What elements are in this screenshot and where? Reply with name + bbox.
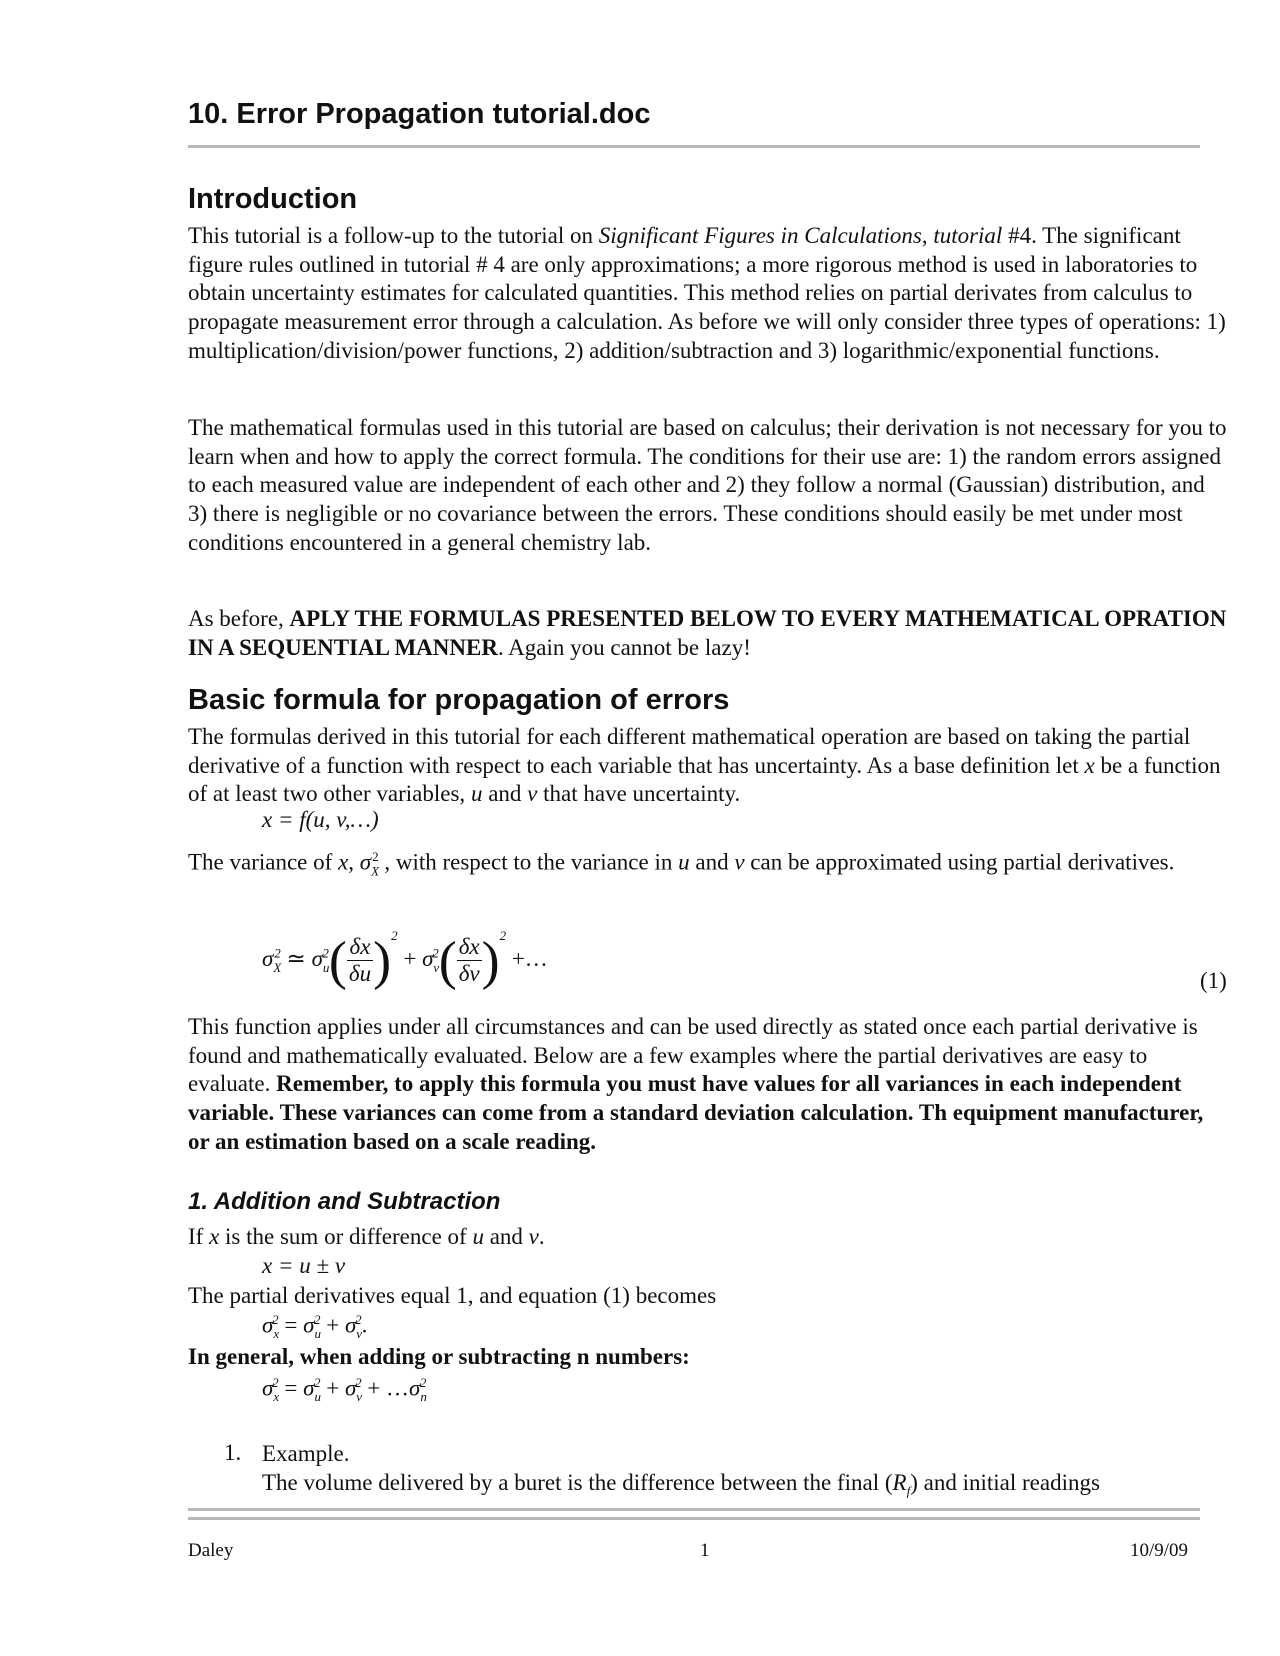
add-l1-v: v [528, 1224, 539, 1249]
add-l1-text: If [188, 1224, 210, 1249]
intro-p1-rest: #4. The significant figure rules outlined in tutorial # 4 are only approximations; a more rigorous method is used in laboratories to obtain uncertainty estimates for calculated quantities. This method relies on partial derivates from calculus to propagate measurement error through a calculation. As before we will only consider three types of operations: 1) multiplication/division/power functions, 2) addition/subtraction and 3) logarithmic/exponential functions. [188, 223, 1226, 363]
var-sigma-x: σ [262, 1312, 274, 1338]
n-sigma-u: σ [303, 1375, 315, 1401]
basic-p1-u: u [470, 781, 483, 807]
var-sub-x: x [273, 1326, 280, 1342]
add-l1-u: u [472, 1224, 484, 1249]
n-sigma-n: σ [409, 1375, 421, 1401]
eq1-sq-x: 2 [274, 945, 281, 961]
eq1-plus: + [403, 946, 417, 971]
basic-p1-and: and [482, 781, 528, 807]
intro-paragraph-3 [188, 605, 1228, 662]
header-rule [188, 145, 1200, 148]
eq1-numerator-v: δx [458, 934, 480, 960]
basic-p3-text: This function applies under all circumstances and can be used directly as stated once each partial derivative is found and mathematically evaluated. Below are a few examples where the partial derivatives are easy to evaluate. [188, 1014, 1198, 1097]
basic-p2-text-b: , with respect to the variance in [378, 849, 679, 875]
eq1-fraction-v [457, 934, 482, 987]
eq1-sq-v: 2 [432, 945, 439, 961]
n-sub-u: u [314, 1389, 321, 1405]
footer-date: 10/9/09 [1130, 1540, 1189, 1561]
eq1-sigma-u: σ [311, 946, 323, 971]
eq1-sub-u: u [322, 959, 330, 975]
basic-p1-v: v [527, 781, 538, 807]
eq1-sq-u: 2 [322, 945, 329, 961]
n-dots: … [386, 1375, 410, 1401]
basic-p2-sigma: σ [359, 849, 372, 875]
example-number: 1. [224, 1440, 242, 1465]
intro-p1-text: This tutorial is a follow-up to the tutorial on [188, 223, 599, 248]
example-text [262, 1469, 1100, 1506]
eq1-power-u: 2 [391, 928, 398, 943]
addition-subtraction-heading: 1. Addition and Subtraction [188, 1188, 501, 1215]
var-eq: = [284, 1312, 298, 1338]
n-plus-2: + [367, 1375, 381, 1401]
introduction-heading: Introduction [188, 183, 358, 215]
basic-p2-u: u [678, 849, 690, 875]
eq1-power-v: 2 [499, 928, 507, 943]
n-sq-n: 2 [419, 1375, 427, 1390]
var-sq-u: 2 [313, 1312, 321, 1327]
eq1-rparen-2: ) [481, 930, 500, 991]
basic-p3-bold: Remember, to apply this formula you must have values for all variances in each independent variable. These variances can come from a standard deviation calculation. Th equipment manufacturer, or an estimation based on a scale reading. [188, 1071, 1204, 1154]
var-sub-v: v [356, 1326, 363, 1342]
footer-author: Daley [188, 1540, 234, 1561]
example-R: R [892, 1470, 907, 1495]
basic-p2-sigma-sub: X [371, 863, 380, 879]
n-sigma-x: σ [262, 1375, 274, 1401]
general-rule-bold: In general, when adding or subtracting n numbers: [188, 1344, 690, 1369]
eq1-fraction-u [347, 934, 373, 987]
basic-p2-x: x [338, 849, 349, 875]
addition-line-2: The partial derivatives equal 1, and equation (1) becomes [188, 1283, 717, 1308]
example-f-sub: f [906, 1483, 911, 1499]
eq1-denominator-u: δu [348, 961, 372, 987]
function-equation: x = f(u, v,…) [262, 807, 379, 832]
variance-n-equation [262, 1375, 426, 1405]
n-sq-v: 2 [355, 1375, 362, 1390]
basic-p1-text: The formulas derived in this tutorial for each different mathematical operation are based on taking the partial derivative of a function with respect to each variable that has uncertainty. As a base definition let [188, 724, 1191, 778]
n-eq: = [284, 1375, 298, 1401]
var-plus: + [326, 1312, 340, 1338]
n-plus-1: + [326, 1375, 340, 1401]
variance-sum-equation [262, 1312, 367, 1342]
eq1-denominator-v: δv [458, 961, 480, 987]
eq1-sub-x: X [273, 959, 282, 975]
intro-p3-text: As before, [188, 606, 290, 631]
footer-page-number: 1 [700, 1540, 710, 1561]
footer-rule-1 [188, 1508, 1200, 1511]
add-l1-text-b: is the sum or difference of [219, 1224, 473, 1249]
basic-p1-text-c: that have uncertainty. [537, 781, 741, 807]
eq1-numerator-u: δx [347, 934, 373, 961]
example-text-a: The volume delivered by a buret is the difference between the final ( [262, 1470, 893, 1495]
n-sub-x: x [273, 1389, 280, 1405]
addition-line-1 [188, 1223, 545, 1251]
eq1-lparen-2: ( [438, 930, 457, 991]
basic-p2-text-c: can be approximated using partial derivatives. [744, 849, 1175, 875]
intro-p3-rest: . Again you cannot be lazy! [497, 634, 751, 660]
n-sub-v: v [356, 1389, 363, 1405]
var-sigma-v: σ [344, 1312, 357, 1338]
intro-paragraph-1 [188, 222, 1228, 366]
intro-p3-bold: APLY THE FORMULAS PRESENTED BELOW TO EVERY MATHEMATICAL OPRATION IN A SEQUENTIAL MANNER [188, 606, 1227, 660]
basic-p1-text-b: be a function of at least two other variables, [188, 752, 1221, 807]
footer-rule-2 [188, 1517, 1200, 1520]
basic-p2-text: The variance of [188, 849, 339, 875]
sum-equation: x = u ± v [262, 1253, 346, 1278]
document-title: 10. Error Propagation tutorial.doc [188, 98, 651, 130]
n-sub-n: n [420, 1389, 427, 1405]
var-period: . [361, 1312, 368, 1338]
equation-number: (1) [1200, 968, 1227, 993]
basic-p2-comma: , [348, 849, 360, 875]
basic-formula-heading: Basic formula for propagation of errors [188, 684, 730, 716]
var-sq-v: 2 [355, 1312, 362, 1327]
eq1-sigma-v: σ [422, 946, 434, 971]
var-sigma-u: σ [303, 1312, 315, 1338]
basic-paragraph-1 [188, 723, 1228, 809]
intro-p1-tutorial: tutorial [933, 223, 1003, 248]
eq1-rparen-1: ) [373, 930, 392, 991]
basic-p2-and: and [689, 849, 735, 875]
eq1-lparen-1: ( [328, 930, 347, 991]
eq1-sigma-x: σ [262, 946, 274, 971]
basic-p2-sigma-sup: 2 [372, 849, 379, 864]
n-sq-u: 2 [313, 1375, 321, 1390]
n-sigma-v: σ [344, 1375, 357, 1401]
example-text-b: ) and initial readings [910, 1470, 1100, 1495]
var-sq-x: 2 [272, 1312, 279, 1327]
eq1-tail: +… [511, 946, 548, 971]
basic-paragraph-2 [188, 843, 1228, 886]
n-sq-x: 2 [272, 1375, 279, 1390]
eq1-approx: ≃ [286, 946, 306, 971]
var-sub-u: u [314, 1326, 321, 1342]
basic-p2-v: v [734, 849, 745, 875]
basic-paragraph-3 [188, 1013, 1228, 1157]
intro-p1-reference: Significant Figures in Calculations [598, 223, 922, 248]
add-l1-period: . [538, 1224, 545, 1249]
add-l1-x: x [209, 1224, 220, 1249]
basic-p1-x: x [1084, 752, 1095, 778]
intro-p1-comma: , [921, 223, 934, 248]
eq1-sub-v: v [433, 959, 440, 975]
intro-paragraph-2: The mathematical formulas used in this tutorial are based on calculus; their derivation is not necessary for you to learn when and how to apply the correct formula. The conditions for their use are: 1) the random errors assigned to each measured value are independent of each other and 2) they follow a normal (Gaussian) distribution, and 3) there is negligible or no covariance between the errors. These conditions should easily be met under most conditions encountered in a general chemistry lab. [188, 415, 1227, 555]
example-label: Example. [262, 1441, 350, 1466]
equation-1 [262, 928, 548, 992]
add-l1-and: and [483, 1224, 529, 1249]
